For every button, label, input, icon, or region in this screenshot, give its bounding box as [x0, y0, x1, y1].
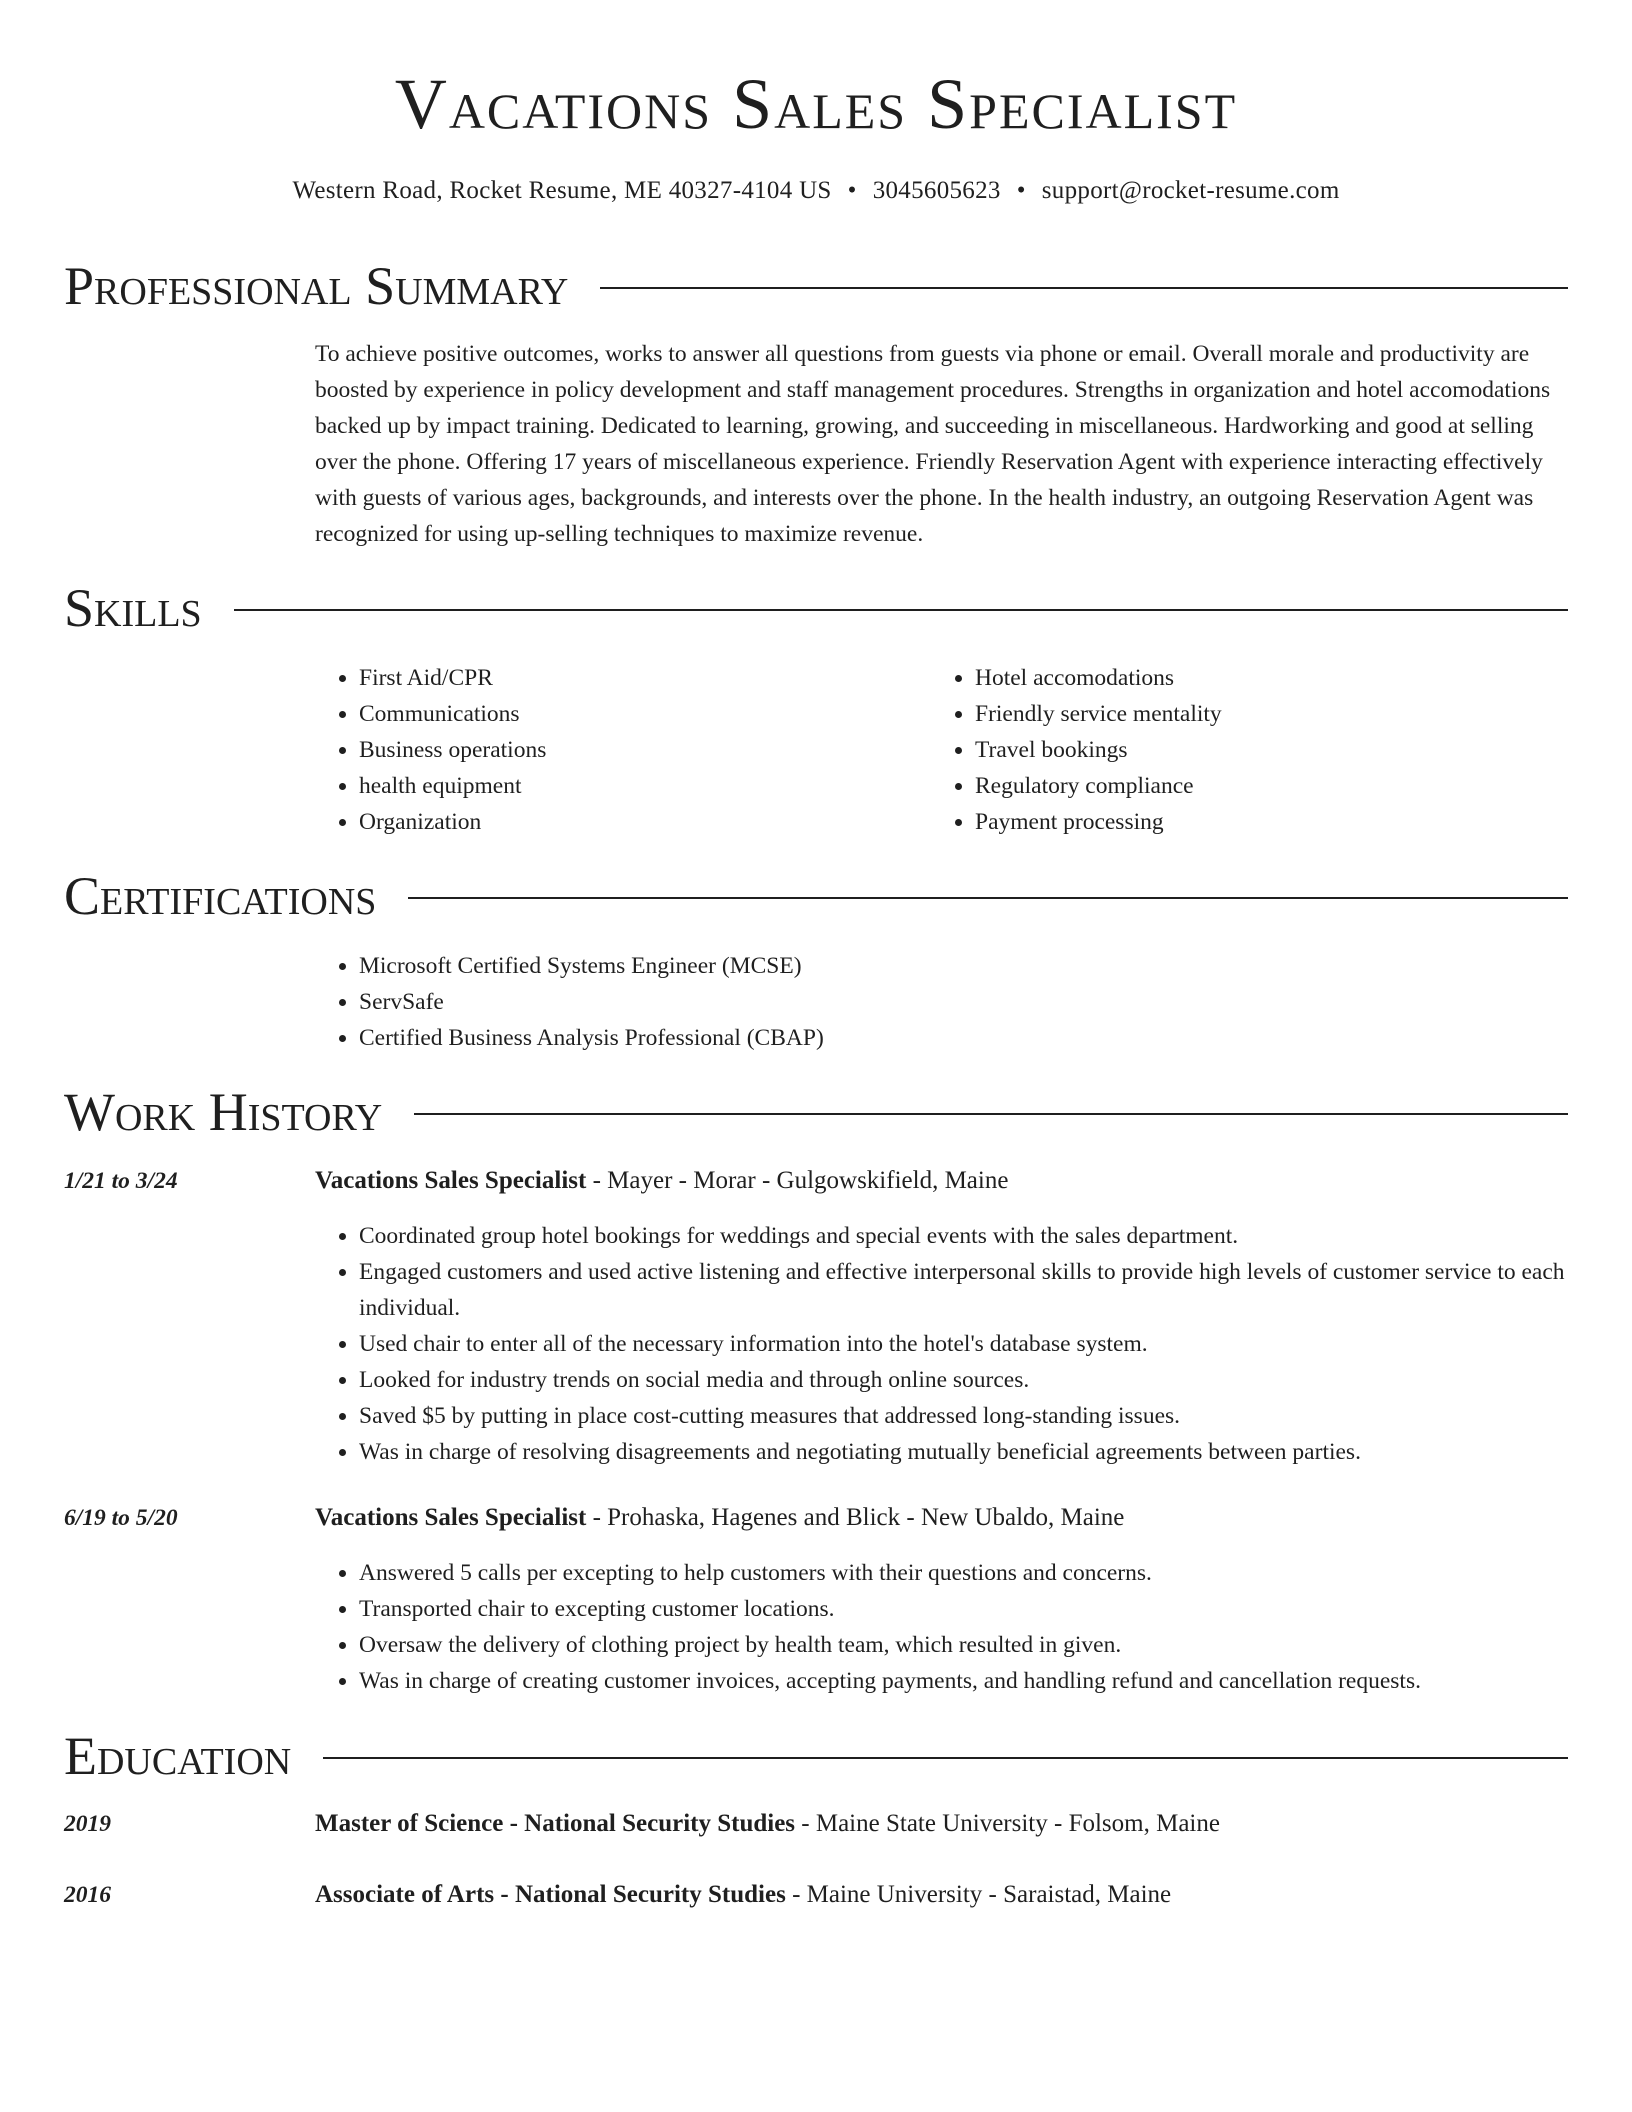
candidate-name: Vacations Sales Specialist [394, 64, 1238, 144]
education-year: 2019 [64, 1811, 111, 1837]
work-history-heading: Work History [64, 1082, 383, 1142]
job-bullet: • Coordinated group hotel bookings for weddings and special events with the sales department. [359, 1218, 1568, 1254]
separator-dot: • [847, 177, 857, 204]
education-year: 2016 [64, 1882, 111, 1908]
certification-item: • Certified Business Analysis Professional (CBAP) [359, 1020, 1568, 1056]
school-details: - Maine State University - Folsom, Maine [795, 1810, 1220, 1837]
certifications-heading: Certifications [64, 866, 377, 926]
skill-item: • Regulatory compliance [975, 768, 1547, 804]
certification-item: • ServSafe [359, 984, 1568, 1020]
certification-item: • Microsoft Certified Systems Engineer (MCSE) [359, 948, 1568, 984]
job-employer: - Prohaska, Hagenes and Blick - New Ubaldo, Maine [586, 1504, 1125, 1531]
skill-item: • Hotel accomodations [975, 660, 1547, 696]
job-title: Vacations Sales Specialist [315, 1167, 587, 1194]
school-details: - Maine University - Saraistad, Maine [785, 1881, 1172, 1908]
summary-heading: Professional Summary [64, 256, 569, 316]
work-history-section-heading [64, 1076, 1568, 1148]
skill-item: • First Aid/CPR [359, 660, 931, 696]
job-bullets [315, 1555, 1568, 1699]
summary-text: To achieve positive outcomes, works to answer all questions from guests via phone or email. Overall morale and productivity are boosted by experience in policy development and staff management procedures. Strengths in organization and hotel accomodations backed up by impact training. Dedicated to learning, growing, and succeeding in miscellaneous. Hardworking and good at selling over the phone. Offering 17 years of miscellaneous experience. Friendly Reservation Agent with experience interacting effectively with guests of various ages, backgrounds, and interests over the phone. In the health industry, an outgoing Reservation Agent was recognized for using up-selling techniques to maximize revenue. [315, 341, 1551, 547]
skill-item: • Organization [359, 804, 931, 840]
job-dates: 1/21 to 3/24 [64, 1168, 178, 1194]
job-dates: 6/19 to 5/20 [64, 1505, 178, 1531]
phone-text: 3045605623 [872, 177, 1001, 204]
skill-item: • Communications [359, 696, 931, 732]
job-bullet: • Oversaw the delivery of clothing project by health team, which resulted in given. [359, 1627, 1568, 1663]
job-bullets [315, 1218, 1568, 1470]
education-heading: Education [64, 1726, 292, 1786]
skill-item: • Friendly service mentality [975, 696, 1547, 732]
skills-section-heading [64, 572, 1568, 644]
summary-section-heading [64, 250, 1568, 322]
certifications-section-heading [64, 860, 1568, 932]
contact-line [64, 174, 1568, 208]
skill-item: • Business operations [359, 732, 931, 768]
certifications-list [315, 948, 1568, 1056]
job-bullet: • Was in charge of resolving disagreements and negotiating mutually beneficial agreements between parties. [359, 1434, 1568, 1470]
job-employer: - Mayer - Morar - Gulgowskifield, Maine [586, 1167, 1009, 1194]
skills-column-left [315, 660, 931, 840]
skill-item: • Travel bookings [975, 732, 1547, 768]
job-title-line [315, 1500, 1568, 1536]
job-bullet: • Answered 5 calls per excepting to help customers with their questions and concerns. [359, 1555, 1568, 1591]
job-bullet: • Used chair to enter all of the necessary information into the hotel's database system. [359, 1326, 1568, 1362]
job-title: Vacations Sales Specialist [315, 1504, 587, 1531]
skill-item: • Payment processing [975, 804, 1547, 840]
job-bullet: • Transported chair to excepting customer locations. [359, 1591, 1568, 1627]
section-divider [323, 1757, 1568, 1759]
education-section-heading [64, 1720, 1568, 1792]
job-title-line [315, 1163, 1568, 1199]
email-text: support@rocket-resume.com [1041, 177, 1340, 204]
degree-title: Associate of Arts - National Security Studies [315, 1881, 786, 1908]
degree-title: Master of Science - National Security Studies [315, 1810, 796, 1837]
job-bullet: • Engaged customers and used active listening and effective interpersonal skills to provide high levels of customer service to each individual. [359, 1254, 1568, 1326]
skills-column-right [931, 660, 1547, 840]
job-bullet: • Was in charge of creating customer invoices, accepting payments, and handling refund and cancellation requests. [359, 1663, 1568, 1699]
job-bullet: • Looked for industry trends on social media and through online sources. [359, 1362, 1568, 1398]
skill-item: • health equipment [359, 768, 931, 804]
separator-dot: • [1016, 177, 1026, 204]
education-entry [315, 1877, 1568, 1913]
job-bullet: • Saved $5 by putting in place cost-cutting measures that addressed long-standing issues. [359, 1398, 1568, 1434]
section-divider [408, 897, 1568, 899]
education-entry [315, 1806, 1568, 1842]
section-divider [414, 1113, 1568, 1115]
address-text: Western Road, Rocket Resume, ME 40327-4104 US [292, 177, 832, 204]
section-divider [600, 287, 1568, 289]
skills-heading: Skills [64, 578, 202, 638]
section-divider [234, 609, 1568, 611]
skills-list [315, 660, 1568, 840]
